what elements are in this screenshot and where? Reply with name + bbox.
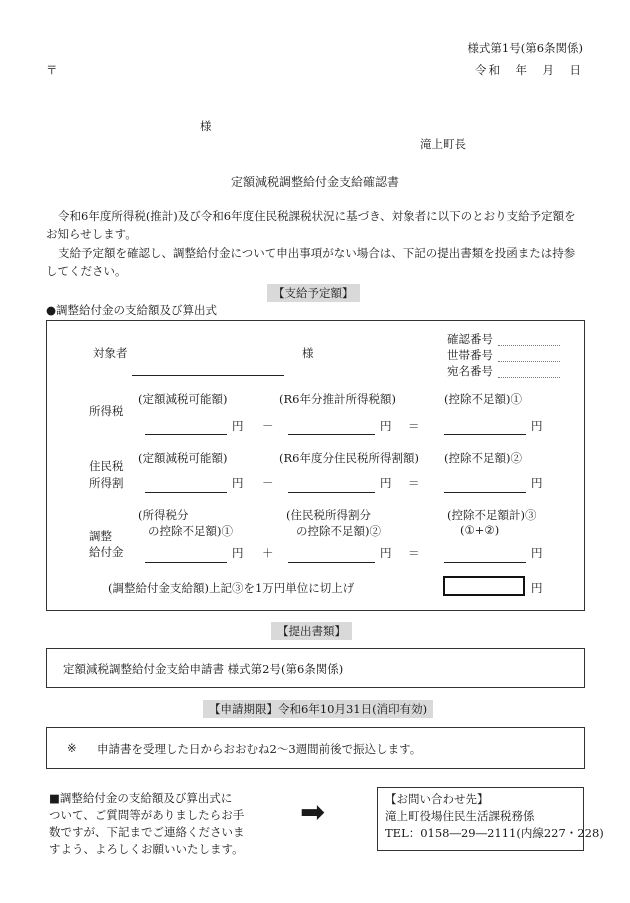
total-label: (調整給付金支給額)上記③を1万円単位に切上げ (108, 581, 355, 595)
footer-note-line: ついて、ご質問等がありましたらお手 (49, 808, 245, 822)
household-number-line (498, 361, 560, 362)
adjust-col3-field (444, 562, 526, 563)
minus-operator: － (262, 476, 274, 490)
resident-tax-col3-field (444, 492, 526, 493)
yen-unit: 円 (380, 419, 392, 433)
section-tag-deadline: 【申請期限】令和6年10月31日(消印有効) (203, 700, 433, 718)
income-tax-col2-field (288, 434, 375, 435)
note-mark: ※ (67, 741, 77, 755)
form-number: 様式第1号(第6条関係) (467, 41, 583, 55)
income-tax-label: 所得税 (89, 404, 124, 418)
document-title: 定額減税調整給付金支給確認書 (230, 175, 399, 189)
intro-paragraph-2: 支給予定額を確認し、調整給付金について申出事項がない場合は、下記の提出書類を投函または持参してください。 (46, 246, 576, 278)
footer-note-line: ■調整給付金の支給額及び算出式に (49, 791, 233, 805)
contact-tel: TEL：0158―29―2111(内線227・228) (385, 826, 604, 840)
target-sama: 様 (302, 346, 314, 360)
yen-unit: 円 (232, 476, 244, 490)
target-name-line (132, 375, 284, 376)
issuer-name: 滝上町長 (420, 137, 466, 151)
section-tag-documents: 【提出書類】 (271, 622, 352, 640)
adjust-col3-caption-2: (①+②) (460, 523, 500, 537)
resident-tax-label-1: 住民税 (89, 459, 124, 473)
yen-unit: 円 (232, 419, 244, 433)
income-tax-col3-field (444, 434, 526, 435)
confirmation-number-line (498, 345, 560, 346)
deadline-text: 申請書を受理した日からおおむね2～3週間前後で振込します。 (97, 742, 422, 756)
adjust-col1-caption-2: の控除不足額)① (148, 524, 233, 538)
resident-tax-col2-field (288, 492, 375, 493)
adjust-label-2: 給付金 (89, 545, 124, 559)
yen-unit: 円 (531, 581, 543, 595)
documents-text: 定額減税調整給付金支給申請書 様式第2号(第6条関係) (63, 662, 344, 676)
income-tax-col2-caption: (R6年分推計所得税額) (279, 392, 396, 406)
target-label: 対象者 (93, 346, 128, 360)
issue-date: 令和 年 月 日 (475, 63, 583, 77)
recipient-sama: 様 (200, 119, 212, 133)
equals-operator: ＝ (408, 476, 420, 490)
resident-tax-col1-caption: (定額減税可能額) (138, 451, 228, 465)
intro-paragraph-1: 令和6年度所得税(推計)及び令和6年度住民税課税状況に基づき、対象者に以下のとおり支給予定額をお知らせします。 (46, 209, 576, 241)
household-number-label: 世帯番号 (447, 348, 493, 362)
total-amount-box (443, 576, 525, 596)
income-tax-col1-field (145, 434, 227, 435)
minus-operator: － (262, 419, 274, 433)
resident-tax-col1-field (145, 492, 227, 493)
section-heading-payment: ●調整給付金の支給額及び算出式 (46, 303, 218, 317)
contact-title: 【お問い合わせ先】 (385, 792, 489, 806)
adjust-label-1: 調整 (89, 529, 112, 543)
footer-note-line: 数ですが、下記までご連絡くださいま (49, 825, 245, 839)
plus-operator: ＋ (262, 546, 274, 560)
contact-org: 滝上町役場住民生活課税務係 (385, 809, 535, 823)
yen-unit: 円 (531, 419, 543, 433)
yen-unit: 円 (531, 546, 543, 560)
adjust-col1-caption-1: (所得税分 (138, 508, 189, 522)
income-tax-col3-caption: (控除不足額)① (444, 392, 522, 406)
adjust-col2-caption-2: の控除不足額)② (296, 524, 381, 538)
address-number-line (498, 377, 560, 378)
address-number-label: 宛名番号 (447, 364, 493, 378)
right-arrow-icon: ➡ (300, 795, 326, 830)
adjust-col2-field (288, 562, 375, 563)
contact-info (385, 791, 604, 842)
adjust-col3-caption-1: (控除不足額計)③ (447, 508, 537, 522)
income-tax-col1-caption: (定額減税可能額) (138, 392, 228, 406)
adjust-col1-field (145, 562, 227, 563)
yen-unit: 円 (531, 476, 543, 490)
section-tag-payment: 【支給予定額】 (267, 284, 360, 302)
resident-tax-label-2: 所得割 (89, 476, 124, 490)
resident-tax-col3-caption: (控除不足額)② (444, 451, 522, 465)
equals-operator: ＝ (408, 419, 420, 433)
footer-note-line: すよう、よろしくお願いいたします。 (49, 842, 244, 856)
equals-operator: ＝ (408, 546, 420, 560)
confirmation-number-label: 確認番号 (447, 332, 493, 346)
yen-unit: 円 (380, 476, 392, 490)
resident-tax-col2-caption: (R6年度分住民税所得割額) (279, 451, 419, 465)
adjust-col2-caption-1: (住民税所得割分 (286, 508, 371, 522)
footer-note (49, 790, 245, 858)
yen-unit: 円 (232, 546, 244, 560)
postal-mark: 〒 (46, 63, 58, 77)
yen-unit: 円 (380, 546, 392, 560)
